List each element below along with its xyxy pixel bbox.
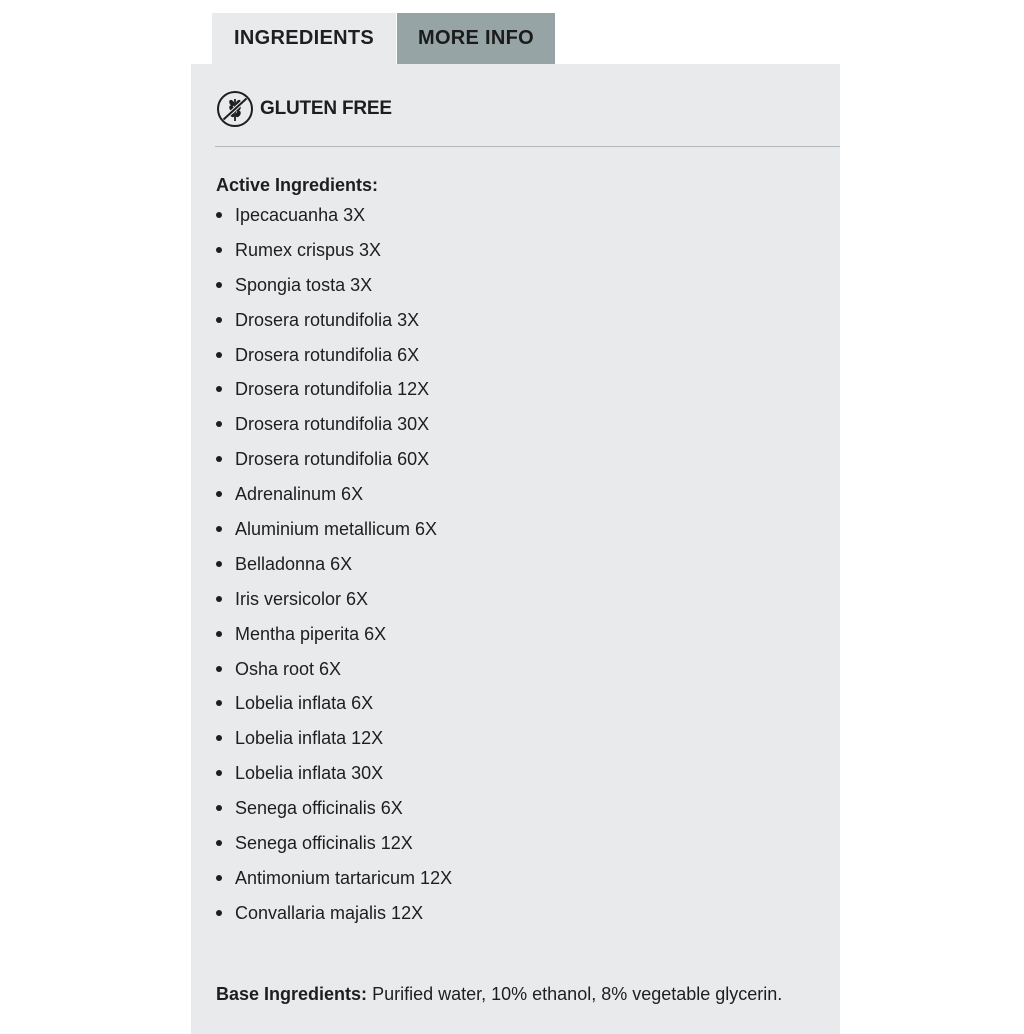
bullet-icon xyxy=(216,282,222,288)
ingredient-text: Drosera rotundifolia 3X xyxy=(235,309,420,330)
tab-bar xyxy=(212,13,555,64)
ingredient-text: Drosera rotundifolia 6X xyxy=(235,344,420,365)
bullet-icon xyxy=(216,840,222,846)
ingredient-text: Lobelia inflata 30X xyxy=(235,763,384,784)
ingredient-text: Drosera rotundifolia 60X xyxy=(235,449,430,470)
ingredient-text: Ipecacuanha 3X xyxy=(235,205,366,225)
bullet-icon xyxy=(216,631,222,637)
list-item xyxy=(216,307,452,342)
bullet-icon xyxy=(216,805,222,811)
bullet-icon xyxy=(216,386,222,392)
list-item xyxy=(216,411,452,446)
list-item xyxy=(216,621,452,656)
active-ingredients-list xyxy=(216,202,452,935)
list-item xyxy=(216,551,452,586)
ingredient-text: Senega officinalis 12X xyxy=(235,833,413,854)
ingredient-text: Iris versicolor 6X xyxy=(235,588,369,609)
bullet-icon xyxy=(216,456,222,462)
ingredient-text: Antimonium tartaricum 12X xyxy=(235,867,453,888)
bullet-icon xyxy=(216,596,222,602)
base-ingredients-text: Purified water, 10% ethanol, 8% vegetable glycerin. xyxy=(372,984,783,1004)
list-item xyxy=(216,376,452,411)
divider xyxy=(215,146,840,147)
list-item xyxy=(216,446,452,481)
bullet-icon xyxy=(216,212,222,218)
ingredient-text: Convallaria majalis 12X xyxy=(235,902,424,923)
ingredient-text: Belladonna 6X xyxy=(235,553,353,574)
base-ingredients xyxy=(216,984,782,1005)
list-item xyxy=(216,830,452,865)
ingredient-text: Osha root 6X xyxy=(235,658,342,679)
bullet-icon xyxy=(216,317,222,323)
gluten-free-label: GLUTEN FREE xyxy=(260,98,392,119)
bullet-icon xyxy=(216,735,222,741)
ingredient-text: Lobelia inflata 6X xyxy=(235,693,374,714)
list-item xyxy=(216,586,452,621)
list-item xyxy=(216,865,452,900)
ingredient-text: Rumex crispus 3X xyxy=(235,239,382,260)
bullet-icon xyxy=(216,910,222,916)
gluten-free-wheat-icon xyxy=(216,90,254,128)
ingredient-text: Senega officinalis 6X xyxy=(235,798,403,819)
list-item xyxy=(216,202,452,237)
base-ingredients-label: Base Ingredients: xyxy=(216,984,368,1004)
list-item xyxy=(216,516,452,551)
active-ingredients-heading: Active Ingredients: xyxy=(216,175,379,195)
list-item xyxy=(216,760,452,795)
bullet-icon xyxy=(216,666,222,672)
ingredients-panel xyxy=(191,64,840,1034)
list-item xyxy=(216,237,452,272)
bullet-icon xyxy=(216,247,222,253)
bullet-icon xyxy=(216,561,222,567)
bullet-icon xyxy=(216,421,222,427)
bullet-icon xyxy=(216,352,222,358)
ingredient-text: Spongia tosta 3X xyxy=(235,274,373,295)
tab-ingredients[interactable]: INGREDIENTS xyxy=(212,13,396,64)
list-item xyxy=(216,795,452,830)
gluten-free-badge xyxy=(216,89,392,129)
bullet-icon xyxy=(216,770,222,776)
bullet-icon xyxy=(216,491,222,497)
list-item xyxy=(216,656,452,691)
bullet-icon xyxy=(216,875,222,881)
bullet-icon xyxy=(216,700,222,706)
ingredient-text: Drosera rotundifolia 12X xyxy=(235,379,430,400)
tab-more-info[interactable]: MORE INFO xyxy=(397,13,555,64)
list-item xyxy=(216,272,452,307)
ingredient-text: Adrenalinum 6X xyxy=(235,484,364,505)
list-item xyxy=(216,481,452,516)
ingredient-text: Lobelia inflata 12X xyxy=(235,728,384,749)
list-item xyxy=(216,900,452,935)
bullet-icon xyxy=(216,526,222,532)
ingredient-text: Drosera rotundifolia 30X xyxy=(235,414,430,435)
ingredient-text: Mentha piperita 6X xyxy=(235,623,387,644)
ingredient-text: Aluminium metallicum 6X xyxy=(235,519,438,540)
list-item xyxy=(216,690,452,725)
list-item xyxy=(216,342,452,377)
list-item xyxy=(216,725,452,760)
